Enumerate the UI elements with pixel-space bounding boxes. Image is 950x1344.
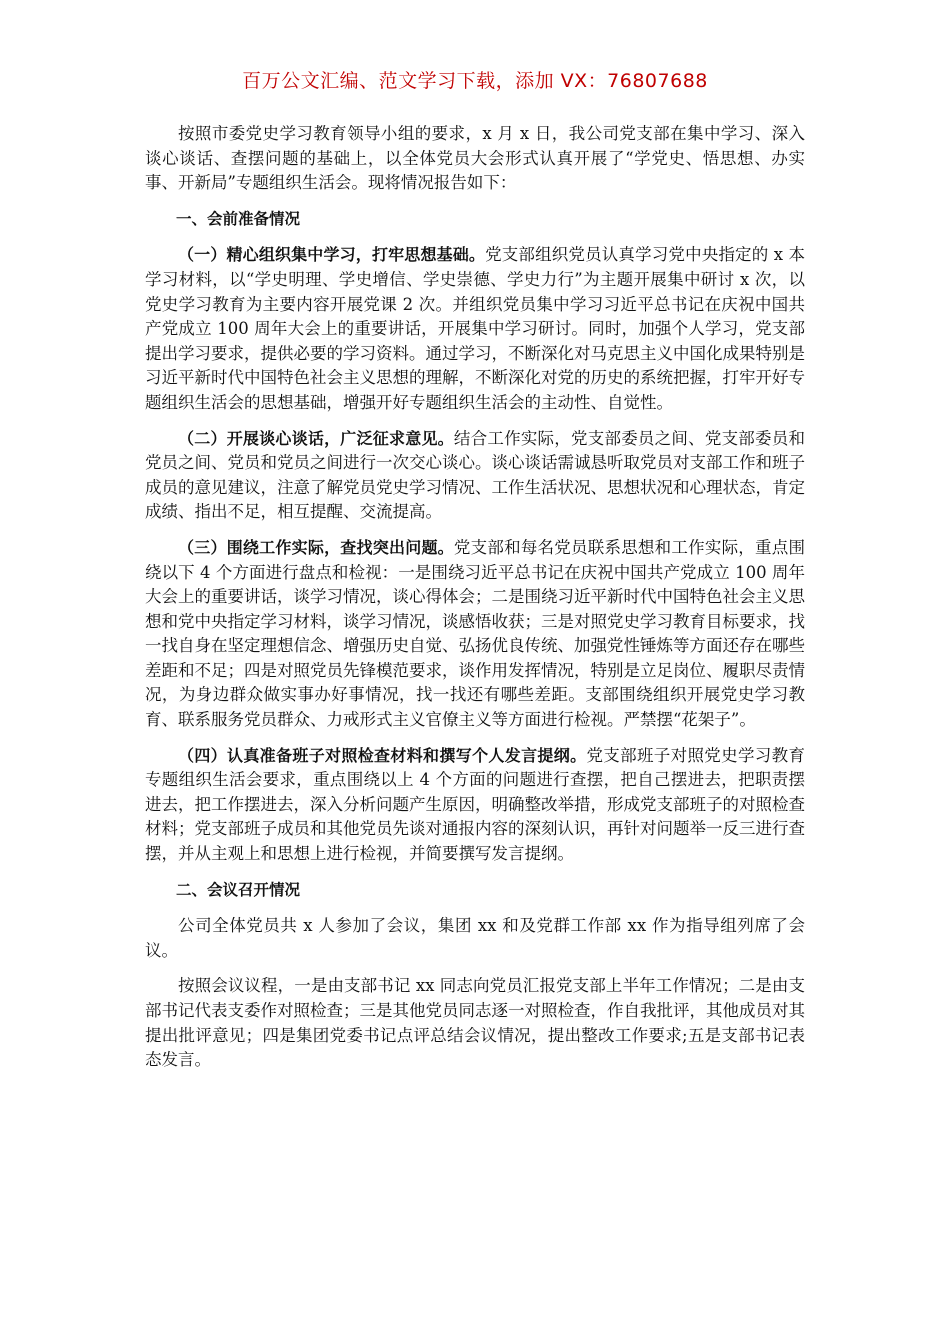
section-heading-preparation: 一、会前准备情况	[176, 209, 301, 228]
paragraph-lead: （三）围绕工作实际，查找突出问题。	[178, 537, 454, 557]
paragraph-body: 党支部班子对照党史学习教育专题组织生活会要求，重点围绕以上 4 个方面的问题进行查摆，把自己摆进去，把职责摆进去，把工作摆进去，深入分析问题产生原因，明确整改举措，形成党支部班子的对照检查材料；党支部班子成员和其他党员先谈对通报内容的深刻认识，再针对问题举一反三进行查摆，并从主观上和思想上进行检视，并简要撰写发言提纲。	[145, 745, 805, 864]
paragraph-agenda: 按照会议议程，一是由支部书记 xx 同志向党员汇报党支部上半年工作情况；二是由支部书记代表支委作对照检查；三是其他党员同志逐一对照检查，作自我批评，其他成员对其提出批评意见；四是集团党委书记点评总结会议情况，提出整改工作要求;五是支部书记表态发言。	[145, 976, 805, 1070]
paragraph-body: 党支部组织党员认真学习党中央指定的 x 本学习材料，以“学史明理、学史增信、学史崇德、学史力行”为主题开展集中研讨 x 次，以党史学习教育为主要内容开展党课 2 次。并组织党员集中学习习近平总书记在庆祝中国共产党成立 100 周年大会上的重要讲话，开展集中学习研讨。同时，加强个人学习，党支部提出学习要求，提供必要的学习资料。通过学习，不断深化对马克思主义中国化成果特别是习近平新时代中国特色社会主义思想的理解，不断深化对党的历史的系统把握，打牢开好专题组织生活会的思想基础，增强开好专题组织生活会的主动性、自觉性。	[145, 245, 805, 412]
paragraph-talks	[145, 427, 805, 525]
paragraph-lead: （二）开展谈心谈话，广泛征求意见。	[178, 428, 454, 448]
intro-paragraph: 按照市委党史学习教育领导小组的要求，x 月 x 日，我公司党支部在集中学习、深入谈心谈话、查摆问题的基础上，以全体党员大会形式认真开展了“学党史、悟思想、办实事、开新局”专题组织生活会。现将情况报告如下：	[145, 124, 805, 193]
paragraph-materials	[145, 744, 805, 867]
paragraph-problems	[145, 536, 805, 733]
document-body	[145, 122, 805, 1084]
paragraph-lead: （四）认真准备班子对照检查材料和撰写个人发言提纲。	[178, 745, 587, 765]
paragraph-lead: （一）精心组织集中学习，打牢思想基础。	[178, 245, 486, 265]
paragraph-body: 党支部和每名党员联系思想和工作实际，重点围绕以下 4 个方面进行盘点和检视：一是围绕习近平总书记在庆祝中国共产党成立 100 周年大会上的重要讲话，谈学习情况，谈心得体会；二是围绕习近平新时代中国特色社会主义思想和党中央指定学习材料，谈学习情况，谈感悟收获；三是对照党史学习教育目标要求，找一找自身在坚定理想信念、增强历史自觉、弘扬优良传统、加强党性锤炼等方面还存在哪些差距和不足；四是对照党员先锋模范要求，谈作用发挥情况，特别是立足岗位、履职尽责情况，为身边群众做实事办好事情况，找一找还有哪些差距。支部围绕组织开展党史学习教育、联系服务党员群众、力戒形式主义官僚主义等方面进行检视。严禁摆“花架子”。	[145, 537, 805, 730]
paragraph-study	[145, 243, 805, 415]
paragraph-attendance: 公司全体党员共 x 人参加了会议，集团 xx 和及党群工作部 xx 作为指导组列席了会议。	[145, 916, 805, 960]
paragraph-body: 结合工作实际，党支部委员之间、党支部委员和党员之间、党员和党员之间进行一次交心谈心。谈心谈话需诚恳听取党员对支部工作和班子成员的意见建议，注意了解党员党史学习情况、工作生活状况、思想状况和心理状态，肯定成绩、指出不足，相互提醒、交流提高。	[145, 428, 805, 522]
section-heading-meeting: 二、会议召开情况	[176, 880, 301, 899]
header-banner: 百万公文汇编、范文学习下载，添加 VX：76807688	[242, 70, 708, 92]
